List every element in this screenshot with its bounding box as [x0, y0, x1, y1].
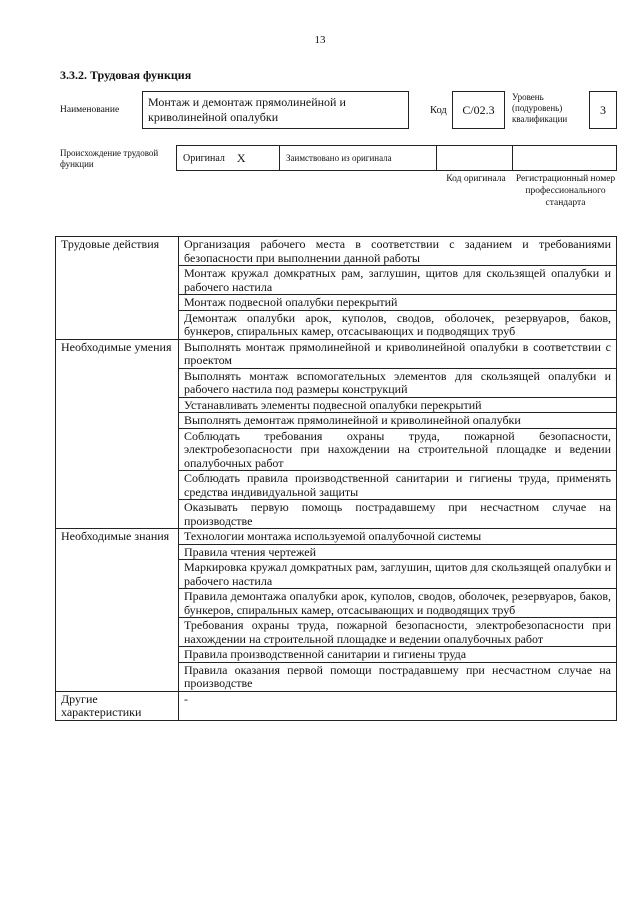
function-table: [55, 236, 617, 721]
code-label: Код: [430, 105, 447, 116]
table-row: [56, 529, 617, 545]
page-number: 13: [314, 34, 326, 46]
origin-label: Происхождение трудовой функции: [60, 148, 159, 169]
borrowed-label: Заимствовано из оригинала: [280, 146, 437, 170]
item-cell: Выполнять демонтаж прямолинейной и криволинейной опалубки: [179, 413, 617, 429]
item-cell: Монтаж кружал домкратных рам, заглушин, щитов для скользящей опалубки и рабочего настила: [179, 266, 617, 295]
item-cell: Правила демонтажа опалубки арок, куполов, сводов, оболочек, резервуаров, баков, бункеров, спиральных камер, отсасывающих и подводящих труб: [179, 589, 617, 618]
item-cell: Выполнять монтаж прямолинейной и криволинейной опалубки в соответствии с проектом: [179, 339, 617, 368]
table-row: [56, 691, 617, 720]
code-original-caption: Код оригинала: [446, 174, 506, 184]
item-cell: Демонтаж опалубки арок, куполов, сводов, оболочек, резервуаров, баков, бункеров, спиральных камер, отсасывающих и подводящих труб: [179, 310, 617, 339]
level-label: Уровень (подуровень) квалификации: [512, 92, 568, 124]
original-label: Оригинал: [183, 152, 225, 164]
category-cell: Трудовые действия: [56, 237, 179, 340]
item-cell: Правила производственной санитарии и гигиены труда: [179, 647, 617, 663]
table-row: [56, 237, 617, 266]
item-cell: Организация рабочего места в соответствии с заданием и требованиями безопасности при выполнении данной работы: [179, 237, 617, 266]
item-cell: Правила оказания первой помощи пострадавшему при несчастном случае на производстве: [179, 662, 617, 691]
item-cell: Монтаж подвесной опалубки перекрытий: [179, 295, 617, 311]
function-name: Монтаж и демонтаж прямолинейной и криволинейной опалубки: [142, 91, 409, 129]
item-cell: Оказывать первую помощь пострадавшему при несчастном случае на производстве: [179, 500, 617, 529]
item-cell: Соблюдать требования охраны труда, пожарной безопасности, электробезопасности при нахождении на строительной площадке и ведении опалубочных работ: [179, 428, 617, 471]
table-row: [56, 339, 617, 368]
item-cell: Правила чтения чертежей: [179, 544, 617, 560]
reg-number-caption: Регистрационный номер профессионального стандарта: [515, 174, 616, 208]
category-cell: Необходимые умения: [56, 339, 179, 529]
origin-row: [176, 145, 617, 171]
item-cell: -: [179, 691, 617, 720]
code-original-cell: [437, 146, 513, 170]
item-cell: Маркировка кружал домкратных рам, заглушин, щитов для скользящей опалубки и рабочего настила: [179, 560, 617, 589]
item-cell: Соблюдать правила производственной санитарии и гигиены труда, применять средства индивидуальной защиты: [179, 471, 617, 500]
qualification-level: 3: [589, 91, 617, 129]
name-label: Наименование: [60, 105, 120, 115]
reg-number-cell: [513, 146, 616, 170]
original-mark: X: [236, 150, 246, 165]
section-title: 3.3.2. Трудовая функция: [60, 68, 192, 82]
item-cell: Выполнять монтаж вспомогательных элементов для скользящей опалубки и рабочего настила под размеры конструкций: [179, 368, 617, 397]
item-cell: Устанавливать элементы подвесной опалубки перекрытий: [179, 397, 617, 413]
category-cell: Другие характеристики: [56, 691, 179, 720]
original-cell: [177, 146, 280, 170]
item-cell: Технологии монтажа используемой опалубочной системы: [179, 529, 617, 545]
category-cell: Необходимые знания: [56, 529, 179, 692]
item-cell: Требования охраны труда, пожарной безопасности, электробезопасности при нахождении на строительной площадке и ведении опалубочных работ: [179, 618, 617, 647]
function-code: C/02.3: [452, 91, 505, 129]
